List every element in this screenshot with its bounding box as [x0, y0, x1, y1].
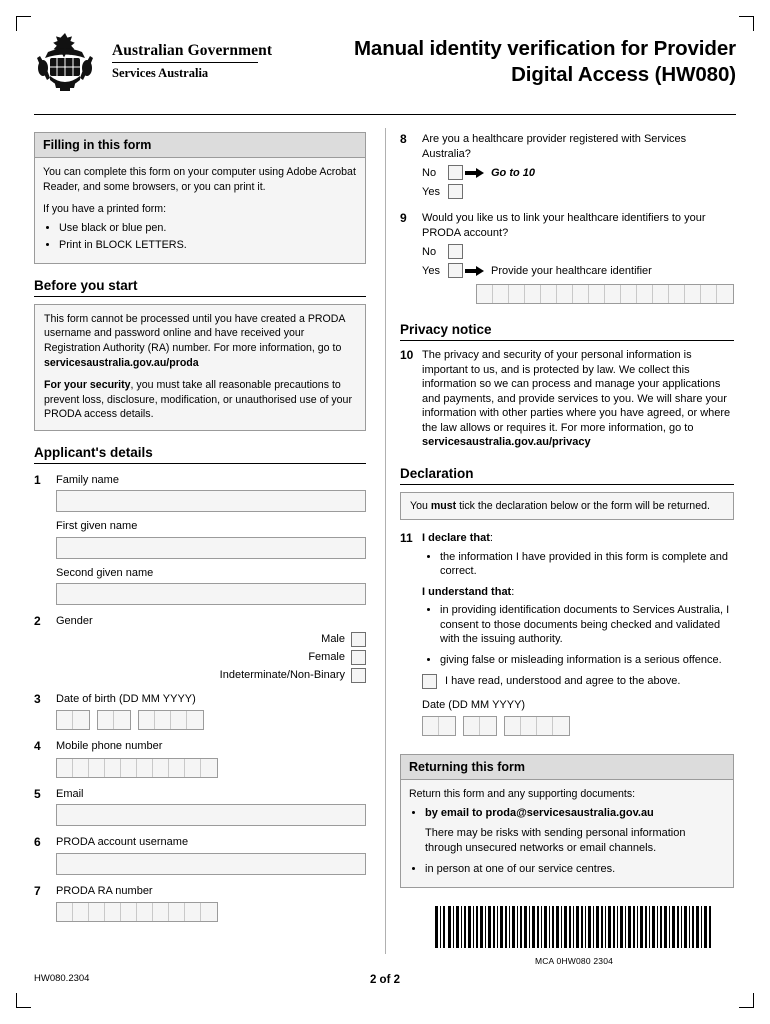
- declare-that-bold: I declare that: [422, 532, 490, 545]
- declare-that-colon: :: [489, 532, 493, 545]
- declaration-date-input[interactable]: [422, 716, 734, 736]
- understand-that-colon: :: [511, 585, 515, 598]
- question-2-number: 2: [34, 614, 41, 629]
- family-name-label: Family name: [56, 473, 119, 486]
- question-5: [34, 787, 366, 827]
- privacy-notice-body: The privacy and security of your personal information is important to us, and is protected by law. We collect this information so we can process and manage your applications and payments, and provide services to you. We will share your information with other parties where you have agreed, or where the law allows or requires it. For more information, go to: [422, 349, 731, 434]
- declaration-rule: [400, 484, 734, 485]
- applicant-details-heading: Applicant's details: [34, 444, 153, 460]
- proda-ra-number-cells[interactable]: [56, 902, 218, 922]
- declaration-notice-box: [400, 492, 734, 521]
- healthcare-identifier-input[interactable]: [476, 284, 734, 304]
- q8-yes-checkbox[interactable]: [448, 184, 463, 199]
- declaration-date-day-cells[interactable]: [422, 716, 456, 736]
- gender-indeterminate-label: Indeterminate/Non-Binary: [219, 669, 345, 682]
- filling-bullet-1: • Use black or blue pen.: [59, 221, 357, 236]
- understand-item-2: • giving false or misleading information is a serious offence.: [440, 653, 734, 668]
- dob-year-cells[interactable]: [138, 710, 204, 730]
- question-8-number: 8: [400, 132, 407, 146]
- q9-yes-option[interactable]: [422, 263, 734, 278]
- returning-bullet-2: • in person at one of our service centres.: [425, 862, 725, 877]
- declare-items: [422, 550, 734, 579]
- page-header: [34, 30, 736, 108]
- agree-checkbox[interactable]: [422, 674, 437, 689]
- dob-month-cells[interactable]: [97, 710, 131, 730]
- first-given-name-label: First given name: [56, 520, 138, 533]
- gender-option-indeterminate[interactable]: [56, 668, 366, 683]
- agree-label: I have read, understood and agree to the above.: [445, 675, 681, 688]
- privacy-notice-rule: [400, 340, 734, 341]
- returning-this-form-body: [401, 780, 733, 887]
- q8-no-label: No: [422, 166, 437, 179]
- gender-option-female[interactable]: [56, 650, 366, 665]
- filling-para-2: If you have a printed form:: [43, 203, 167, 216]
- security-text: , you must take all reasonable precautions to prevent loss, disclosure, modification, or unauthorised use of your PRODA access details.: [44, 379, 352, 421]
- form-code: HW080.2304: [34, 973, 90, 984]
- question-11: [400, 531, 734, 736]
- gender-indeterminate-checkbox[interactable]: [351, 668, 366, 683]
- second-given-name-label: Second given name: [56, 566, 154, 579]
- understand-that-bold: I understand that: [422, 585, 512, 598]
- question-10-number: 10: [400, 348, 414, 362]
- applicant-details-rule: [34, 463, 366, 464]
- email-label: Email: [56, 787, 84, 800]
- declaration-notice-a: You: [410, 499, 431, 512]
- declare-that-heading: [422, 531, 734, 546]
- filling-in-this-form-body: [35, 158, 365, 263]
- question-4-number: 4: [34, 739, 41, 754]
- government-wordmark: [112, 42, 272, 81]
- crop-mark-bottom-right: [739, 993, 754, 1008]
- q8-goto-arrow-icon: [465, 168, 485, 178]
- mobile-phone-cells[interactable]: [56, 758, 218, 778]
- privacy-notice-heading: Privacy notice: [400, 322, 492, 337]
- question-1-number: 1: [34, 472, 41, 487]
- question-7: [34, 884, 366, 923]
- returning-email: by email to proda@servicesaustralia.gov.au: [425, 806, 654, 819]
- proda-ra-number-input[interactable]: [56, 902, 366, 922]
- left-column: [34, 132, 366, 922]
- gender-female-label: Female: [308, 651, 345, 664]
- question-11-number: 11: [400, 531, 413, 546]
- returning-email-note: There may be risks with sending personal information through unsecured networks or email channels.: [425, 826, 686, 854]
- proda-username-input[interactable]: [56, 853, 366, 875]
- returning-bullets: [409, 806, 725, 877]
- gender-male-label: Male: [321, 633, 345, 646]
- before-you-start-para-1: [44, 312, 356, 370]
- before-you-start-text: This form cannot be processed until you have created a PRODA username and password online and have received your Registration Authority (RA) number. For more information, go to: [44, 312, 345, 354]
- second-given-name-input[interactable]: [56, 583, 366, 605]
- crop-mark-top-right: [739, 16, 754, 31]
- crop-mark-bottom-left: [16, 993, 31, 1008]
- q8-goto-text: Go to 10: [491, 166, 536, 179]
- before-you-start-box: [34, 304, 366, 431]
- declaration-notice-b: tick the declaration below or the form will be returned.: [456, 499, 710, 512]
- q8-no-checkbox[interactable]: [448, 165, 463, 180]
- before-you-start-para-2: [44, 378, 356, 422]
- q9-no-option[interactable]: [422, 244, 734, 259]
- question-1: [34, 473, 366, 606]
- q9-action-arrow-icon: [465, 266, 485, 276]
- question-2: [34, 614, 366, 683]
- understand-that-heading: [422, 585, 734, 600]
- date-of-birth-label: Date of birth (DD MM YYYY): [56, 692, 196, 705]
- returning-this-form-box: [400, 754, 734, 888]
- declaration-notice-must: must: [430, 499, 457, 512]
- q8-yes-label: Yes: [422, 185, 440, 198]
- proda-url: servicesaustralia.gov.au/proda: [44, 356, 199, 369]
- registered-provider-label: Are you a healthcare provider registered with Services Australia?: [422, 133, 687, 160]
- q9-yes-label: Yes: [422, 264, 440, 277]
- question-9-number: 9: [400, 211, 407, 225]
- mobile-phone-label: Mobile phone number: [56, 740, 163, 753]
- family-name-input[interactable]: [56, 490, 366, 512]
- filling-bullets: [43, 221, 357, 253]
- agree-checkbox-row[interactable]: [422, 674, 734, 689]
- gender-label: Gender: [56, 615, 93, 628]
- date-of-birth-input[interactable]: [56, 710, 366, 730]
- question-8: [400, 132, 734, 199]
- mobile-phone-input[interactable]: [56, 758, 366, 778]
- dob-day-cells[interactable]: [56, 710, 90, 730]
- security-lead: For your security: [44, 379, 131, 392]
- privacy-notice-text: [422, 348, 734, 450]
- agency-name: Services Australia: [112, 66, 209, 80]
- healthcare-identifier-cells[interactable]: [476, 284, 734, 304]
- filling-in-this-form-heading: Filling in this form: [35, 133, 365, 158]
- understand-items: [422, 603, 734, 667]
- barcode-image: [435, 906, 713, 948]
- gender-male-checkbox[interactable]: [351, 632, 366, 647]
- barcode-area: [434, 906, 714, 966]
- declaration-date-label: Date (DD MM YYYY): [422, 698, 526, 711]
- coat-of-arms-icon: [34, 30, 96, 92]
- question-4: [34, 739, 366, 778]
- question-7-number: 7: [34, 883, 41, 898]
- declaration-date-year-cells[interactable]: [504, 716, 570, 736]
- declaration-heading: Declaration: [400, 465, 474, 481]
- gender-female-checkbox[interactable]: [351, 650, 366, 665]
- barcode-label: MCA 0HW080 2304: [534, 956, 614, 966]
- link-identifiers-label: Would you like us to link your healthcare identifiers to your PRODA account?: [422, 212, 706, 239]
- question-9: [400, 211, 734, 304]
- declare-item-1: • the information I have provided in this form is complete and correct.: [440, 550, 734, 579]
- returning-this-form-heading: Returning this form: [401, 755, 733, 780]
- crop-mark-top-left: [16, 16, 31, 31]
- understand-item-1: • in providing identification documents to Services Australia, I consent to those documents being checked and validated with the issuing authority.: [440, 603, 734, 647]
- filling-para-1: You can complete this form on your computer using Adobe Acrobat Reader, and some browsers, or you can print it.: [43, 166, 356, 193]
- question-3: [34, 692, 366, 731]
- gender-option-male[interactable]: [56, 632, 366, 647]
- question-6: [34, 835, 366, 875]
- q9-no-label: No: [422, 245, 437, 258]
- returning-intro: Return this form and any supporting documents:: [409, 788, 636, 801]
- filling-in-this-form-box: [34, 132, 366, 264]
- before-you-start-heading: Before you start: [34, 277, 138, 293]
- header-divider: [34, 114, 736, 115]
- q9-action-text: Provide your healthcare identifier: [491, 264, 652, 277]
- page-title: Manual identity verification for Provider Digital Access (HW080): [353, 37, 736, 86]
- question-3-number: 3: [34, 691, 41, 706]
- wordmark-divider: [112, 62, 258, 63]
- proda-ra-number-label: PRODA RA number: [56, 884, 153, 897]
- q9-no-checkbox[interactable]: [448, 244, 463, 259]
- q8-no-option[interactable]: [422, 165, 734, 180]
- filling-bullet-2: • Print in BLOCK LETTERS.: [59, 238, 357, 253]
- question-10: [400, 348, 734, 450]
- q9-yes-checkbox[interactable]: [448, 263, 463, 278]
- before-you-start-rule: [34, 296, 366, 297]
- first-given-name-input[interactable]: [56, 537, 366, 559]
- page-number: 2 of 2: [369, 974, 401, 986]
- proda-username-label: PRODA account username: [56, 836, 189, 849]
- declaration-date-month-cells[interactable]: [463, 716, 497, 736]
- question-6-number: 6: [34, 835, 41, 850]
- question-5-number: 5: [34, 786, 41, 801]
- column-divider: [385, 128, 386, 954]
- government-name: Australian Government: [112, 42, 273, 59]
- q8-yes-option[interactable]: [422, 184, 734, 199]
- returning-bullet-1: [425, 806, 725, 856]
- right-column: [400, 132, 734, 888]
- privacy-url: servicesaustralia.gov.au/privacy: [422, 436, 591, 448]
- email-input[interactable]: [56, 804, 366, 826]
